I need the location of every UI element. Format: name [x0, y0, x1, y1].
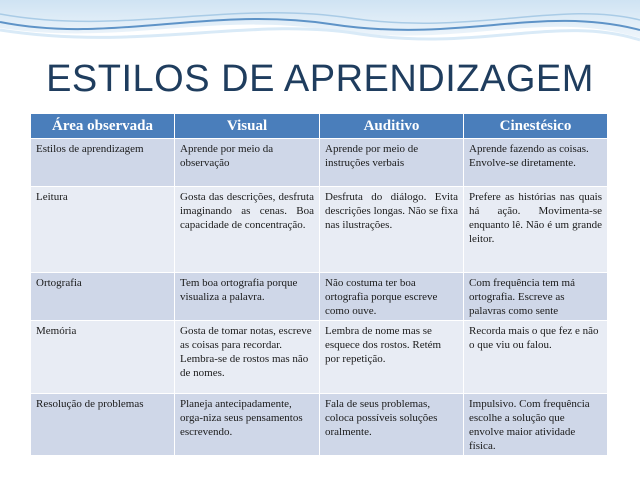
table-row — [31, 139, 608, 187]
cell-area: Ortografia — [31, 273, 175, 321]
cell-auditivo: Desfruta do diálogo. Evita descrições longas. Não se fixa nas ilustrações. — [320, 187, 464, 273]
header-cinestesico: Cinestésico — [464, 114, 608, 139]
cell-area: Estilos de aprendizagem — [31, 139, 175, 187]
table-row — [31, 321, 608, 394]
cell-auditivo: Aprende por meio de instruções verbais — [320, 139, 464, 187]
slide-title: ESTILOS DE APRENDIZAGEM — [46, 58, 594, 100]
cell-area: Leitura — [31, 187, 175, 273]
table-row — [31, 273, 608, 321]
table-row — [31, 187, 608, 273]
header-visual: Visual — [175, 114, 320, 139]
cell-cinestesico: Aprende fazendo as coisas. Envolve-se diretamente. — [464, 139, 608, 187]
table-row — [31, 394, 608, 456]
cell-cinestesico: Prefere as histórias nas quais há ação. Movimenta-se enquanto lê. Não é um grande leitor. — [464, 187, 608, 273]
cell-cinestesico: Recorda mais o que fez e não o que viu ou falou. — [464, 321, 608, 394]
header-row — [31, 114, 608, 139]
cell-cinestesico: Com frequência tem má ortografia. Escreve as palavras como sente — [464, 273, 608, 321]
cell-auditivo: Fala de seus problemas, coloca possíveis soluções oralmente. — [320, 394, 464, 456]
cell-area: Resolução de problemas — [31, 394, 175, 456]
learning-styles-table — [30, 113, 608, 456]
cell-visual: Planeja antecipadamente, orga-niza seus pensamentos escrevendo. — [175, 394, 320, 456]
cell-visual: Tem boa ortografia porque visualiza a palavra. — [175, 273, 320, 321]
header-area: Área observada — [31, 114, 175, 139]
cell-cinestesico: Impulsivo. Com frequência escolhe a solução que envolve maior atividade física. — [464, 394, 608, 456]
cell-visual: Aprende por meio da observação — [175, 139, 320, 187]
cell-visual: Gosta das descrições, desfruta imaginando as cenas. Boa capacidade de concentração. — [175, 187, 320, 273]
cell-auditivo: Não costuma ter boa ortografia porque escreve como ouve. — [320, 273, 464, 321]
cell-auditivo: Lembra de nome mas se esquece dos rostos. Retém por repetição. — [320, 321, 464, 394]
cell-area: Memória — [31, 321, 175, 394]
decorative-waves — [0, 0, 640, 60]
cell-visual: Gosta de tomar notas, escreve as coisas para recordar. Lembra-se de rostos mas não de nomes. — [175, 321, 320, 394]
header-auditivo: Auditivo — [320, 114, 464, 139]
